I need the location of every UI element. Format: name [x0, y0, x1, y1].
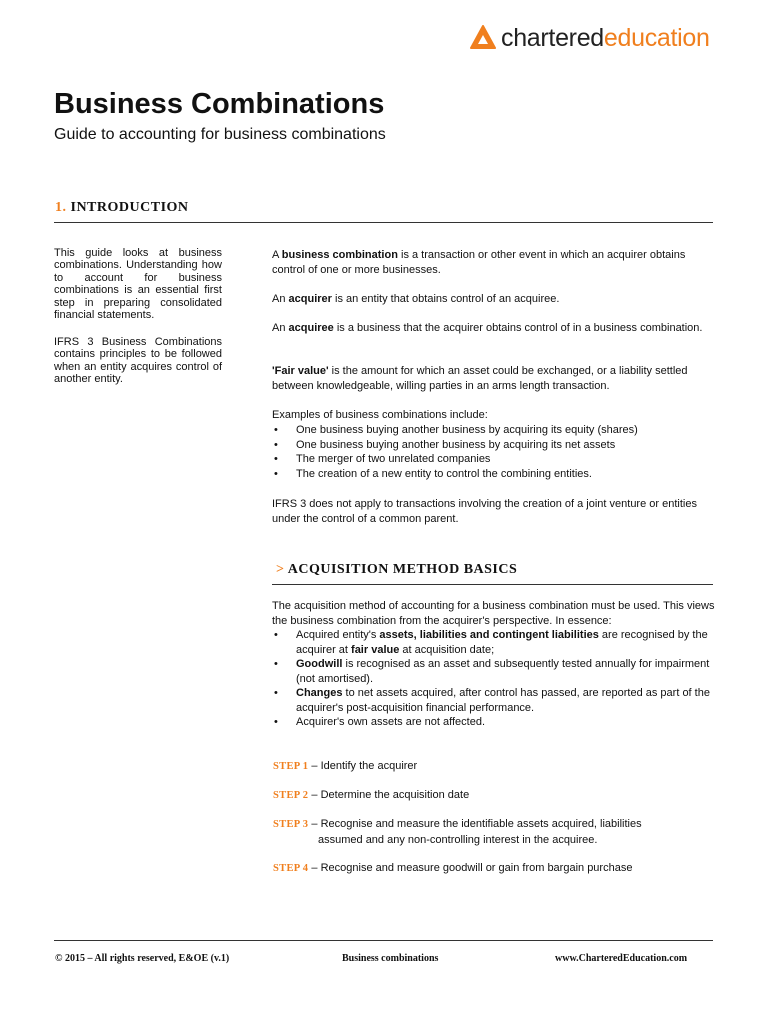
- list-item: • One business buying another business by acquiring its equity (shares): [272, 423, 717, 438]
- sidebar-paragraph: This guide looks at business combinations. Understanding how to account for business combinations is an essential first step in preparing consolidated financial statements.: [54, 247, 222, 322]
- list-item: • Goodwill is recognised as an asset and subsequently tested annually for impairment (not amortised).: [272, 657, 717, 686]
- list-item: • The merger of two unrelated companies: [272, 452, 717, 467]
- definition-fair-value: 'Fair value' is the amount for which an asset could be exchanged, or a liability settled between knowledgeable, willing parties in an arms length transaction.: [272, 365, 688, 392]
- section-heading-acquisition-method: [276, 562, 517, 578]
- step-1: [273, 759, 718, 775]
- footer-divider: [54, 940, 713, 941]
- list-item: • One business buying another business by acquiring its net assets: [272, 438, 717, 453]
- definition-acquiree: An acquiree is a business that the acquirer obtains control of in a business combination.: [272, 322, 703, 334]
- list-item: • Changes to net assets acquired, after control has passed, are reported as part of the acquirer's post-acquisition financial performance.: [272, 686, 717, 715]
- step-text: – Recognise and measure the identifiable assets acquired, liabilities: [311, 818, 642, 830]
- definition-acquirer: An acquirer is an entity that obtains control of an acquiree.: [272, 293, 560, 305]
- step-label: STEP 1: [273, 761, 309, 772]
- step-label: STEP 2: [273, 790, 309, 801]
- document-subtitle: Guide to accounting for business combinations: [54, 126, 386, 143]
- step-label: STEP 3: [273, 819, 309, 830]
- list-item: • The creation of a new entity to control the combining entities.: [272, 467, 717, 482]
- section-divider: [54, 222, 713, 223]
- triangle-logo-icon: [470, 25, 496, 51]
- footer-website-link[interactable]: www.CharteredEducation.com: [555, 953, 688, 964]
- step-text: – Identify the acquirer: [311, 760, 418, 772]
- section-title: ACQUISITION METHOD BASICS: [287, 562, 518, 577]
- examples-intro: Examples of business combinations include:: [272, 409, 488, 421]
- step-text: – Determine the acquisition date: [311, 789, 470, 801]
- document-title: Business Combinations: [54, 88, 385, 120]
- sidebar-paragraph: IFRS 3 Business Combinations contains principles to be followed when an entity acquires control of another entity.: [54, 336, 222, 386]
- list-item: • Acquirer's own assets are not affected.: [272, 715, 717, 730]
- step-text: – Recognise and measure goodwill or gain from bargain purchase: [311, 862, 633, 874]
- ifrs3-scope-paragraph: IFRS 3 does not apply to transactions involving the creation of a joint venture or entities under the control of a common parent.: [272, 498, 697, 525]
- section-title: INTRODUCTION: [70, 200, 189, 215]
- step-4: [273, 861, 718, 877]
- brand-logo[interactable]: [470, 22, 720, 54]
- section-heading-introduction: [55, 200, 189, 216]
- examples-list: [272, 423, 717, 481]
- step-3: [273, 817, 718, 847]
- step-2: [273, 788, 718, 804]
- step-text-continued: assumed and any non-controlling interest in the acquiree.: [318, 833, 598, 846]
- section-marker: >: [276, 562, 285, 577]
- definition-business-combination: A business combination is a transaction or other event in which an acquirer obtains control of one or more businesses.: [272, 249, 686, 276]
- footer-document-name: Business combinations: [342, 953, 439, 964]
- brand-name: charterededucation: [501, 23, 710, 52]
- list-item: • Acquired entity's assets, liabilities and contingent liabilities are recognised by the acquirer at fair value at acquisition date;: [272, 628, 717, 657]
- footer-copyright: © 2015 – All rights reserved, E&OE (v.1): [55, 953, 230, 964]
- step-label: STEP 4: [273, 863, 309, 874]
- section-divider: [272, 584, 713, 585]
- acquisition-principles-list: [272, 628, 717, 730]
- acquisition-method-intro: The acquisition method of accounting for a business combination must be used. This views the business combination from the acquirer's perspective. In essence:: [272, 600, 715, 627]
- section-number: 1.: [55, 200, 67, 215]
